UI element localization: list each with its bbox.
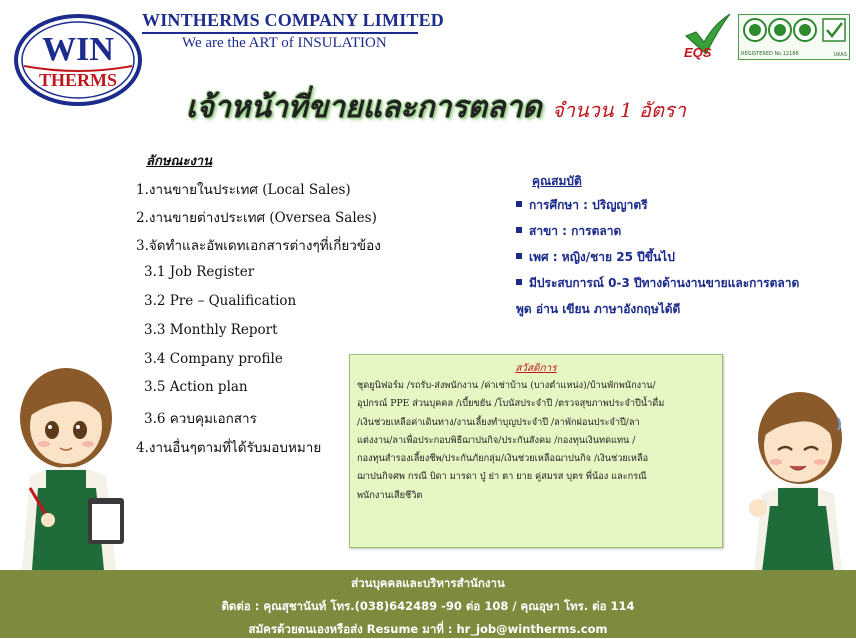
qualification-text: สาขา : การตลาด [529, 224, 622, 238]
benefits-line: อุปกรณ์ PPE ส่วนบุคคล /เบี้ยขยัน /โบนัสประจำปี /ตรวจสุขภาพประจำปีน้ำดื่ม [357, 398, 665, 410]
job-description-item: 3.6 ควบคุมเอกสาร [144, 411, 257, 427]
certification-badges-icon [739, 15, 849, 51]
bullet-icon [516, 201, 522, 207]
company-slogan: We are the ART of INSULATION [182, 35, 387, 51]
certificate-registration: REGISTERED No.12188 [741, 51, 799, 57]
benefits-box [349, 354, 723, 548]
job-title: เจ้าหน้าที่ขายและการตลาด [186, 90, 542, 125]
mascot-girl-writing [8, 358, 132, 570]
wintherms-logo [14, 14, 142, 106]
benefits-line: กองทุนสำรองเลี้ยงชีพ/ประกันภัยกลุ่ม/เงินช่วยเหลือฌาปนกิจ /เงินช่วยเหลือ [357, 453, 649, 465]
logo-text-top: WIN [42, 31, 114, 68]
company-name: WINTHERMS COMPANY LIMITED [142, 10, 445, 30]
qualification-text: เพศ : หญิง/ชาย 25 ปีขึ้นไป [529, 250, 675, 264]
job-description-item: 4.งานอื่นๆตามที่ได้รับมอบหมาย [136, 440, 322, 456]
benefits-line: ฌาปนกิจศพ กรณี บิดา มารดา ปู่ ย่า ตา ยาย คู่สมรส บุตร พี่น้อง และกรณี [357, 471, 647, 483]
job-description-item: 3.1 Job Register [144, 264, 255, 280]
qualification-extra: พูด อ่าน เขียน ภาษาอังกฤษได้ดี [516, 302, 681, 316]
job-opening-count: จำนวน 1 อัตรา [552, 98, 686, 122]
benefits-line: พนักงานเสียชีวิต [357, 489, 423, 501]
certificate-ukas: UKAS [833, 52, 847, 58]
qualifications-heading: คุณสมบัติ [532, 174, 582, 188]
qualification-item [516, 248, 675, 267]
job-description-heading: ลักษณะงาน [146, 154, 212, 169]
qualification-item [516, 274, 799, 293]
contact-footer [0, 570, 856, 638]
benefits-line: /เงินช่วยเหลือค่าเดินทาง/งานเลี้ยงทำบุญประจำปี /ลาพักผ่อนประจำปี/ลา [357, 416, 640, 428]
eqs-label: EQS [684, 45, 712, 60]
benefits-line: ชุดยูนิฟอร์ม /รถรับ-ส่งพนักงาน /ค่าเช่าบ้าน (บางตำแหน่ง)/บ้านพักพนักงาน/ [357, 380, 656, 391]
benefits-line: แต่งงาน/ลาเพื่อประกอบพิธีฌาปนกิจ/ประกันสังคม /กองทุนเงินทดแทน / [357, 434, 636, 446]
logo-text-bottom: THERMS [38, 70, 118, 90]
benefits-heading: สวัสดิการ [515, 363, 557, 374]
qualification-text: มีประสบการณ์ 0-3 ปีทางด้านงานขายและการตลาด [529, 276, 800, 290]
bullet-icon [516, 279, 522, 285]
footer-contact: ติดต่อ : คุณสุชานันท์ โทร.(038)642489 -90 ต่อ 108 / คุณอุษา โทร. ต่อ 114 [221, 599, 635, 613]
bullet-icon [516, 227, 522, 233]
certification-badges [738, 14, 850, 60]
eqs-checkmark-icon [680, 10, 734, 60]
company-name-divider [142, 32, 418, 34]
job-description-item: 2.งานขายต่างประเทศ (Oversea Sales) [136, 210, 377, 226]
job-description-item: 3.5 Action plan [144, 379, 248, 395]
job-description-item: 3.2 Pre – Qualification [144, 293, 297, 309]
job-description-item: 3.4 Company profile [144, 351, 283, 367]
job-description-item: 1.งานขายในประเทศ (Local Sales) [136, 182, 351, 198]
footer-apply: สมัครด้วยตนเองหรือส่ง Resume มาที่ : hr_job@wintherms.com [248, 622, 608, 636]
benefits-text [357, 377, 715, 505]
footer-department: ส่วนบุคคลและบริหารสำนักงาน [351, 576, 505, 590]
qualification-item [516, 196, 648, 215]
qualification-item [516, 222, 621, 241]
bullet-icon [516, 253, 522, 259]
job-description-item: 3.จัดทำและอัพเดทเอกสารต่างๆที่เกี่ยวข้อง [136, 238, 381, 254]
qualification-text: การศึกษา : ปริญญาตรี [529, 198, 648, 212]
job-description-item: 3.3 Monthly Report [144, 322, 278, 338]
mascot-girl-winking [742, 384, 854, 572]
